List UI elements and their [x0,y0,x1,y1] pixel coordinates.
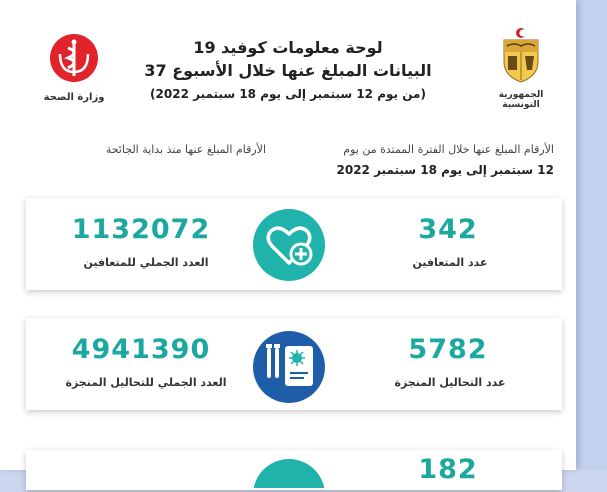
partial-icon [252,458,326,488]
page-subtitle: البيانات المبلغ عنها خلال الأسبوع 37 [144,61,432,80]
total-tests-label: العدد الجملي للتحاليل المنجزة [65,376,227,389]
page-title: لوحة معلومات كوفيد 19 [193,38,383,57]
coat-of-arms-icon [498,26,544,84]
republic-caption: الجمهورية التونسية [498,90,544,110]
ministry-caption: وزارة الصحة [43,92,105,103]
weekly-recoveries-label: عدد المتعافين [412,256,488,269]
heart-plus-icon [252,208,326,282]
weekly-tests-value: 5782 [408,334,488,365]
weekly-column-heading [284,140,554,180]
weekly-third-value: 182 [418,454,478,485]
weekly-heading-line2: 12 سبتمبر إلى يوم 18 سبتمبر 2022 [336,163,554,177]
weekly-recoveries-value: 342 [418,214,478,245]
partial-card [26,450,562,490]
recoveries-icon-wrap [252,208,326,286]
weekly-heading-line1: الأرقام المبلغ عنها خلال الفترة الممتدة من يوم [343,143,554,156]
partial-icon-wrap [252,458,326,492]
republic-emblem [486,26,556,110]
total-recoveries-value: 1132072 [71,214,211,245]
date-range: (من يوم 12 سبتمبر إلى يوم 18 سبتمبر 2022) [150,87,426,101]
tests-card [26,318,562,410]
ministry-of-health-logo-icon [48,32,100,84]
weekly-tests-label: عدد التحاليل المنجزة [394,376,506,389]
page-title-block [120,36,456,104]
background-strip [571,0,607,470]
total-tests-value: 4941390 [71,334,211,365]
cumulative-column-heading: الأرقام المبلغ عنها منذ بداية الجائحة [105,143,266,156]
total-recoveries-label: العدد الجملي للمتعافين [83,256,209,269]
recoveries-card [26,198,562,290]
ministry-emblem [34,32,114,103]
test-tube-virus-icon [252,330,326,404]
tests-icon-wrap [252,330,326,408]
